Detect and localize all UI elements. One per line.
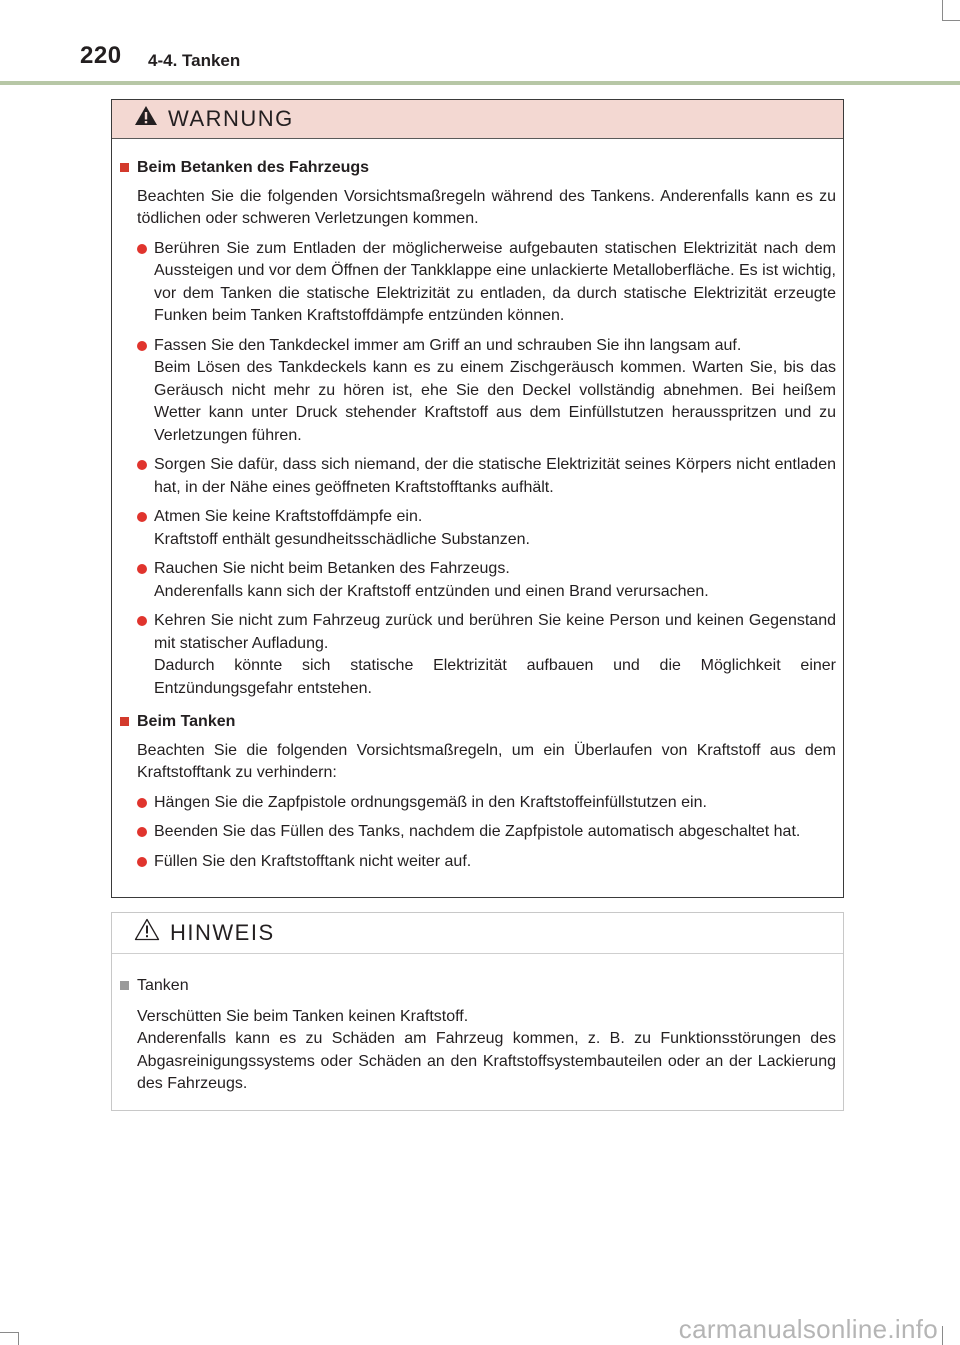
round-bullet-icon — [137, 460, 147, 470]
bullet-line: Beenden Sie das Füllen des Tanks, nachdem die Zapfpistole automatisch abgeschaltet hat. — [154, 823, 801, 840]
warning-bullet-item — [137, 558, 836, 603]
round-bullet-icon — [137, 244, 147, 254]
square-bullet-icon — [120, 717, 129, 726]
subheading-text: Beim Betanken des Fahrzeugs — [137, 159, 370, 176]
warning-bullet-item — [137, 335, 836, 448]
warning-bullet-item — [137, 610, 836, 700]
subheading-text: Beim Tanken — [137, 713, 236, 730]
header-rule — [0, 81, 960, 85]
hinweis-body — [112, 954, 843, 1096]
bullet-text — [154, 335, 836, 448]
round-bullet-icon — [137, 827, 147, 837]
bullet-line: Hängen Sie die Zapfpistole ordnungsgemäß in den Kraftstoffeinfüllstutzen ein. — [154, 793, 707, 811]
warning-header — [112, 100, 843, 139]
round-bullet-icon — [137, 341, 147, 351]
warning-intro: Beachten Sie die folgenden Vorsichtsmaßregeln während des Tankens. Anderenfalls kann es zu tödlichen oder schweren Verletzungen kommen. — [137, 187, 836, 227]
round-bullet-icon — [137, 857, 147, 867]
warning-box — [111, 99, 844, 898]
bullet-text — [154, 792, 836, 815]
warning-bullet-item — [137, 792, 836, 815]
hinweis-title: HINWEIS — [170, 919, 275, 945]
crop-mark — [942, 1326, 943, 1345]
bullet-text — [154, 851, 836, 874]
bullet-line: Rauchen Sie nicht beim Betanken des Fahrzeugs. — [154, 560, 510, 577]
section-title: 4-4. Tanken — [148, 51, 241, 70]
hinweis-heading: Tanken — [137, 977, 189, 994]
bullet-line: Atmen Sie keine Kraftstoffdämpfe ein. — [154, 508, 423, 525]
bullet-line: Kraftstoff enthält gesundheitsschädliche Substanzen. — [154, 530, 530, 548]
round-bullet-icon — [137, 564, 147, 574]
square-bullet-icon — [120, 981, 129, 990]
hinweis-header — [112, 913, 843, 954]
hinweis-line: Verschütten Sie beim Tanken keinen Kraftstoff. — [137, 1007, 469, 1025]
crop-mark — [0, 1332, 18, 1333]
crop-mark — [18, 1332, 19, 1345]
crop-mark — [942, 20, 960, 21]
warning-bullet-item — [137, 238, 836, 328]
round-bullet-icon — [137, 798, 147, 808]
watermark: carmanualsonline.info — [678, 1314, 938, 1344]
round-bullet-icon — [137, 512, 147, 522]
bullet-line: Anderenfalls kann sich der Kraftstoff entzünden und einen Brand verursachen. — [154, 582, 709, 600]
hinweis-box — [111, 912, 844, 1111]
bullet-text — [154, 506, 836, 551]
square-bullet-icon — [120, 163, 129, 172]
hinweis-text — [137, 1006, 836, 1096]
caution-triangle-outline-icon — [134, 918, 160, 949]
page-number: 220 — [80, 42, 122, 69]
warning-bullet-item — [137, 851, 836, 874]
bullet-text — [154, 821, 836, 844]
bullet-text — [154, 238, 836, 328]
bullet-line: Beim Lösen des Tankdeckels kann es zu einem Zischgeräusch kommen. Warten Sie, bis das Geräusch nicht mehr zu hören ist, ehe Sie den Deckel vollständig abnehmen. Bei heißem Wetter kann unter Druck stehender Kraftstoff aus dem Einfüllstutzen herausspritzen und zu Verletzungen führen. — [154, 359, 836, 444]
bullet-line: Füllen Sie den Kraftstofftank nicht weiter auf. — [154, 852, 472, 870]
warning-subheading — [120, 157, 836, 180]
warning-body — [112, 139, 843, 873]
hinweis-subheading — [120, 975, 836, 998]
warning-title: WARNUNG — [168, 106, 294, 132]
crop-mark — [942, 0, 943, 20]
round-bullet-icon — [137, 616, 147, 626]
bullet-line: Sorgen Sie dafür, dass sich niemand, der die statische Elektrizität seines Körpers nicht entladen hat, in der Nähe eines geöffneten Kraftstofftanks aufhält. — [154, 456, 836, 496]
warning-triangle-icon — [134, 105, 158, 134]
warning-bullet-item — [137, 821, 836, 844]
warning-bullet-item — [137, 506, 836, 551]
hinweis-line: Anderenfalls kann es zu Schäden am Fahrzeug kommen, z. B. zu Funktionsstörungen des Abgasreinigungssystems oder Schäden an den Kraftstoffsystembauteilen oder an der Lackierung des Fahrzeugs. — [137, 1030, 836, 1092]
warning-intro: Beachten Sie die folgenden Vorsichtsmaßregeln, um ein Überlaufen von Kraftstoff aus dem Kraftstofftank zu verhindern: — [137, 741, 836, 781]
warning-subheading — [120, 711, 836, 734]
bullet-line: Kehren Sie nicht zum Fahrzeug zurück und berühren Sie keine Person und keinen Gegenstand mit statischer Aufladung. — [154, 612, 836, 652]
bullet-line: Berühren Sie zum Entladen der möglicherweise aufgebauten statischen Elektrizität nach dem Aussteigen und vor dem Öffnen der Tankklappe eine unlackierte Metalloberfläche. Es ist wichtig, vor dem Tanken die statische Elektrizität zu entladen, da durch statische Elektrizität erzeugte Funken beim Tanken Kraftstoffdämpfe entzünden können. — [154, 239, 836, 324]
bullet-line: Fassen Sie den Tankdeckel immer am Griff an und schrauben Sie ihn langsam auf. — [154, 336, 742, 354]
bullet-text — [154, 558, 836, 603]
warning-bullet-item — [137, 454, 836, 499]
bullet-text — [154, 454, 836, 499]
bullet-line: Dadurch könnte sich statische Elektrizität aufbauen und die Möglichkeit einer Entzündungsgefahr entstehen. — [154, 657, 836, 697]
bullet-text — [154, 610, 836, 700]
